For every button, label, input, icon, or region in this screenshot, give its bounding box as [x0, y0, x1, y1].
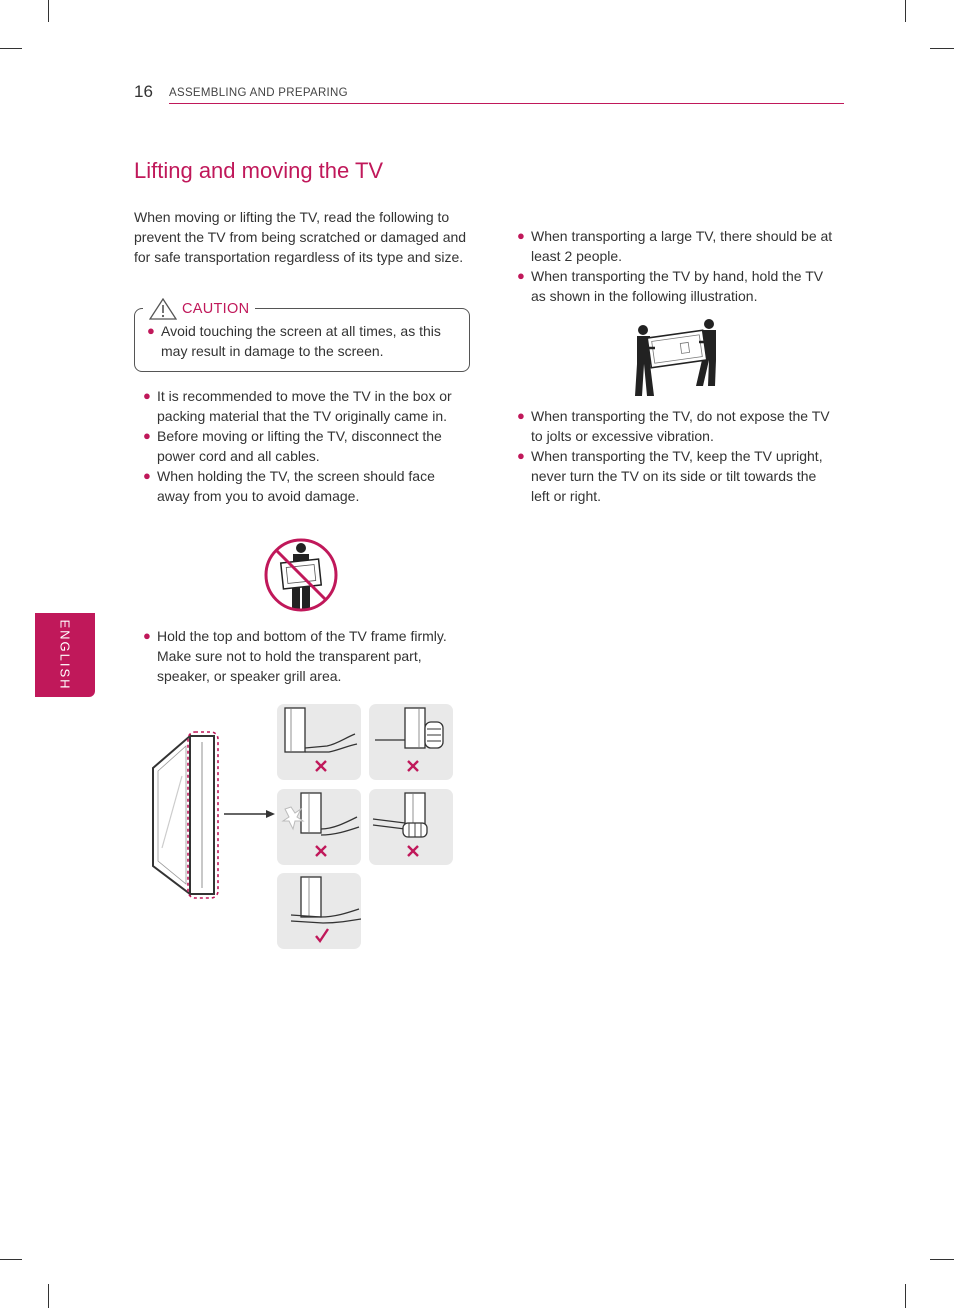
bullet-text: Hold the top and bottom of the TV frame firmly. Make sure not to hold the transparent part, speaker, or speaker grill area. — [157, 628, 447, 684]
two-person-carry-illustration — [633, 318, 719, 398]
header-rule — [169, 103, 844, 104]
crop-mark — [48, 0, 49, 22]
page-number: 16 — [134, 82, 153, 101]
left-bullet-list — [134, 386, 464, 506]
x-mark-icon — [408, 761, 418, 771]
crop-mark — [0, 48, 22, 49]
right-bullet-list — [508, 226, 838, 306]
list-item — [134, 426, 464, 466]
x-mark-icon — [408, 846, 418, 856]
bullet-text: It is recommended to move the TV in the box or packing material that the TV originally came in. — [157, 388, 452, 424]
crop-mark — [930, 48, 954, 49]
crop-mark — [48, 1284, 49, 1308]
left-bullet-list-2 — [134, 626, 464, 686]
prohibited-carry-illustration — [262, 537, 340, 613]
bullet-icon: ● — [143, 388, 151, 403]
list-item — [134, 466, 464, 506]
grip-example-tile — [277, 704, 361, 780]
bullet-text: Before moving or lifting the TV, disconnect the power cord and all cables. — [157, 428, 442, 464]
grip-example-tile — [369, 789, 453, 865]
bullet-icon: ● — [143, 628, 151, 643]
bullet-icon: ● — [517, 228, 525, 243]
grip-example-tile — [369, 704, 453, 780]
right-bullet-list-2 — [508, 406, 838, 506]
language-tab-label: ENGLISH — [57, 619, 73, 691]
intro-paragraph: When moving or lifting the TV, read the following to prevent the TV from being scratched or damaged and for safe transportation regardless of its type and size. — [134, 209, 467, 265]
bullet-icon: ● — [517, 408, 525, 423]
grip-example-tile — [277, 789, 361, 865]
page-title: Lifting and moving the TV — [134, 158, 384, 183]
x-mark-icon — [316, 761, 326, 771]
caution-header — [143, 298, 255, 320]
grip-example-tile — [277, 873, 361, 949]
list-item — [138, 321, 448, 361]
caution-list — [138, 321, 448, 361]
crop-mark — [930, 1259, 954, 1260]
bullet-text: When transporting the TV, do not expose the TV to jolts or excessive vibration. — [531, 408, 830, 444]
list-item — [508, 226, 838, 266]
list-item — [508, 266, 838, 306]
x-mark-icon — [316, 846, 326, 856]
crop-mark — [0, 1259, 22, 1260]
list-item — [134, 626, 464, 686]
crop-mark — [905, 1284, 906, 1308]
bullet-icon: ● — [143, 428, 151, 443]
caution-label: CAUTION — [182, 301, 250, 317]
list-item — [134, 386, 464, 426]
list-item — [508, 446, 838, 506]
bullet-icon: ● — [517, 448, 525, 463]
tv-frame-illustration — [148, 728, 278, 904]
bullet-text: When transporting the TV by hand, hold the TV as shown in the following illustration. — [531, 268, 824, 304]
bullet-icon: ● — [143, 468, 151, 483]
bullet-icon: ● — [517, 268, 525, 283]
bullet-text: When transporting a large TV, there should be at least 2 people. — [531, 228, 833, 264]
list-item — [508, 406, 838, 446]
crop-mark — [905, 0, 906, 22]
bullet-text: When transporting the TV, keep the TV upright, never turn the TV on its side or tilt towards the left or right. — [531, 448, 823, 504]
caution-item-text: Avoid touching the screen at all times, as this may result in damage to the screen. — [161, 323, 441, 359]
bullet-text: When holding the TV, the screen should face away from you to avoid damage. — [157, 468, 435, 504]
section-name: ASSEMBLING AND PREPARING — [169, 87, 348, 99]
warning-triangle-icon — [149, 298, 177, 320]
check-mark-icon — [316, 929, 328, 941]
bullet-icon: ● — [147, 323, 155, 338]
